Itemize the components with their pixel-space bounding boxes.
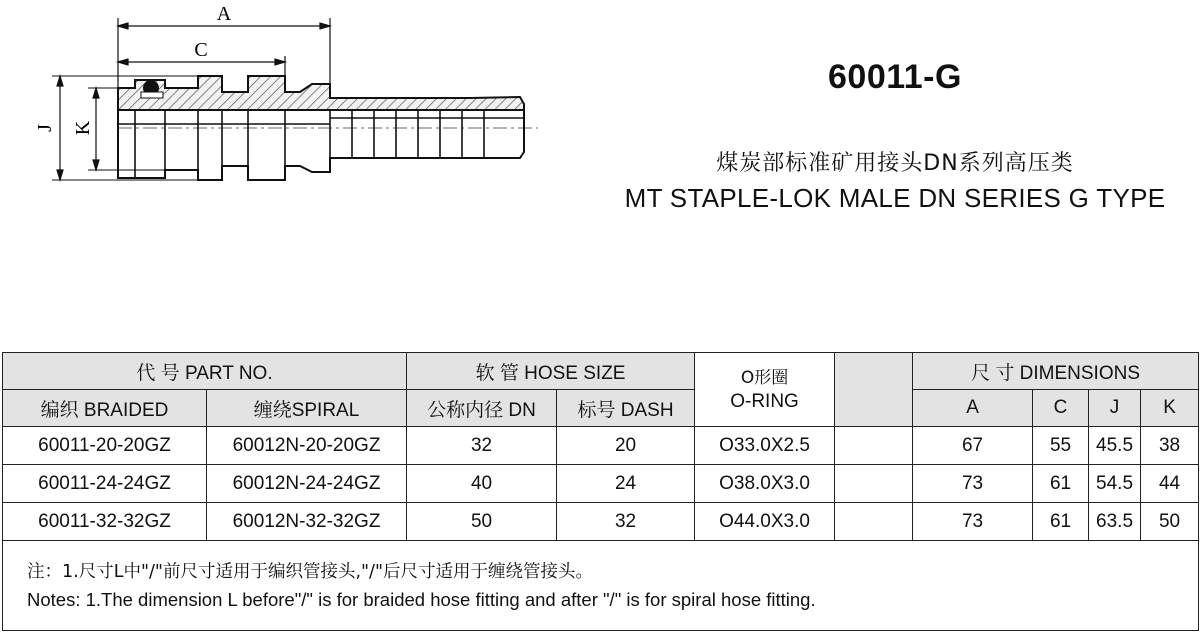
cell-j: 45.5 bbox=[1089, 427, 1141, 465]
group-part-no: 代 号 PART NO. bbox=[3, 353, 407, 390]
cell-braided: 60011-24-24GZ bbox=[3, 465, 207, 503]
o-ring-label-zh: O形圈 bbox=[740, 367, 789, 388]
fitting-drawing bbox=[0, 0, 560, 200]
o-ring-label-en: O-RING bbox=[730, 390, 799, 412]
cell-blank bbox=[835, 503, 913, 541]
fitting-outline bbox=[118, 110, 524, 180]
note-en: Notes: 1.The dimension L before"/" is for braided hose fitting and after "/" is for spiral hose fitting. bbox=[27, 588, 816, 610]
col-a: A bbox=[913, 390, 1033, 427]
group-o-ring bbox=[695, 353, 835, 427]
cell-dn: 50 bbox=[407, 503, 557, 541]
notes-cell bbox=[3, 541, 1199, 631]
cell-a: 67 bbox=[913, 427, 1033, 465]
dim-label-k: K bbox=[72, 120, 94, 136]
cell-braided: 60011-32-32GZ bbox=[3, 503, 207, 541]
cell-a: 73 bbox=[913, 465, 1033, 503]
cell-k: 50 bbox=[1141, 503, 1199, 541]
cell-dn: 32 bbox=[407, 427, 557, 465]
fitting-section bbox=[118, 76, 524, 110]
dim-label-a: A bbox=[216, 3, 232, 25]
cell-a: 73 bbox=[913, 503, 1033, 541]
blank-column-header bbox=[835, 353, 913, 427]
note-zh: 注：1.尺寸L中"/"前尺寸适用于编织管接头,"/"后尺寸适用于缠绕管接头。 bbox=[27, 561, 593, 582]
spec-table bbox=[2, 352, 1199, 631]
col-k: K bbox=[1141, 390, 1199, 427]
cell-c: 55 bbox=[1033, 427, 1089, 465]
col-dash: 标号 DASH bbox=[557, 390, 695, 427]
cell-dash: 32 bbox=[557, 503, 695, 541]
o-ring-groove bbox=[141, 92, 163, 98]
cell-dash: 24 bbox=[557, 465, 695, 503]
cell-k: 44 bbox=[1141, 465, 1199, 503]
cell-dn: 40 bbox=[407, 465, 557, 503]
series-title-zh: 煤炭部标准矿用接头DN系列高压类 bbox=[716, 151, 1074, 176]
cell-k: 38 bbox=[1141, 427, 1199, 465]
table-row bbox=[3, 465, 1199, 503]
col-j: J bbox=[1089, 390, 1141, 427]
notes-row bbox=[3, 541, 1199, 631]
col-braided: 编织 BRAIDED bbox=[3, 390, 207, 427]
cell-oring: O33.0X2.5 bbox=[695, 427, 835, 465]
group-dimensions: 尺 寸 DIMENSIONS bbox=[913, 353, 1199, 390]
cell-c: 61 bbox=[1033, 503, 1089, 541]
dim-label-j: J bbox=[34, 124, 56, 132]
cell-oring: O44.0X3.0 bbox=[695, 503, 835, 541]
cell-dash: 20 bbox=[557, 427, 695, 465]
table-row bbox=[3, 503, 1199, 541]
cell-j: 54.5 bbox=[1089, 465, 1141, 503]
cell-braided: 60011-20-20GZ bbox=[3, 427, 207, 465]
series-title-en: MT STAPLE-LOK MALE DN SERIES G TYPE bbox=[624, 183, 1166, 213]
dim-label-c: C bbox=[194, 39, 208, 61]
cell-oring: O38.0X3.0 bbox=[695, 465, 835, 503]
table-header-column-row bbox=[3, 390, 1199, 427]
col-dn: 公称内径 DN bbox=[407, 390, 557, 427]
cell-c: 61 bbox=[1033, 465, 1089, 503]
cell-spiral: 60012N-24-24GZ bbox=[207, 465, 407, 503]
part-number-title: 60011-G bbox=[828, 58, 962, 96]
cell-j: 63.5 bbox=[1089, 503, 1141, 541]
table-row bbox=[3, 427, 1199, 465]
cell-spiral: 60012N-20-20GZ bbox=[207, 427, 407, 465]
cell-spiral: 60012N-32-32GZ bbox=[207, 503, 407, 541]
cell-blank bbox=[835, 465, 913, 503]
group-hose-size: 软 管 HOSE SIZE bbox=[407, 353, 695, 390]
col-spiral: 缠绕SPIRAL bbox=[207, 390, 407, 427]
col-c: C bbox=[1033, 390, 1089, 427]
cell-blank bbox=[835, 427, 913, 465]
table-header-group-row bbox=[3, 353, 1199, 390]
